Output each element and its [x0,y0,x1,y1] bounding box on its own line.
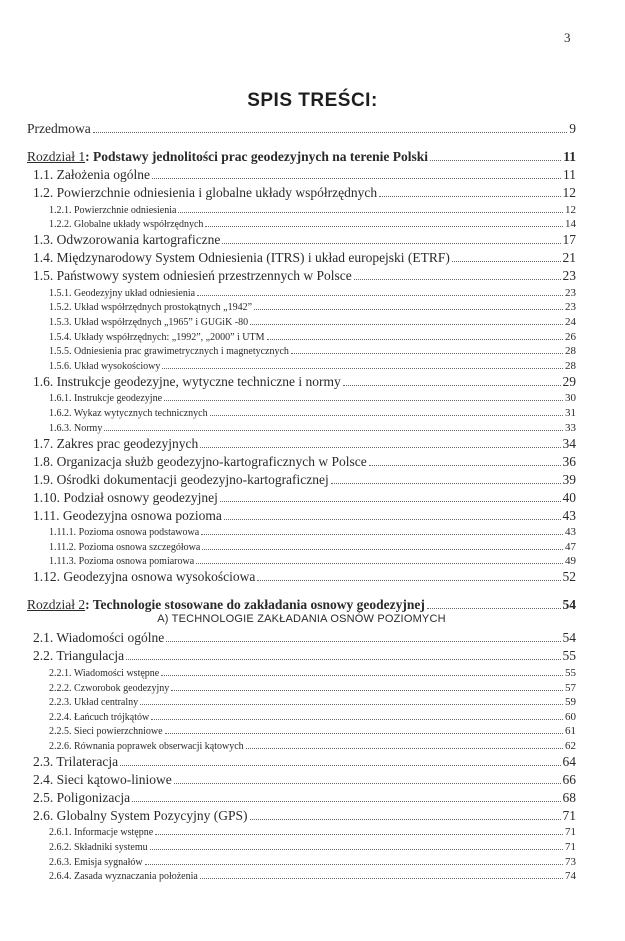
toc-entry [27,694,576,709]
toc-entry [27,824,576,839]
toc-page-number: 68 [562,789,576,805]
toc-entry [27,390,576,405]
toc-entry [27,737,576,752]
dot-leader [165,733,563,734]
toc-entry-label: 2.2.2. Czworobok geodezyjny [49,682,170,694]
toc-entry-label: 2.6. Globalny System Pozycyjny (GPS) [33,807,248,823]
toc-entry [27,183,576,201]
toc-entry-label: 2.2.3. Układ centralny [49,697,139,709]
toc-entry [27,853,576,868]
toc-page-number: 33 [565,421,576,434]
toc-entry [27,357,576,372]
page-number: 3 [564,30,571,45]
toc-page-number: 31 [565,406,576,419]
toc-entry [27,419,576,434]
toc-entry [27,343,576,358]
dot-leader [162,368,563,369]
toc-entry-label: 2.6.1. Informacje wstępne [49,827,154,839]
dot-leader [93,132,568,133]
toc-page-number: 60 [565,710,576,723]
chapter-prefix: Rozdział 1 [27,149,86,164]
toc-entry [27,646,576,664]
toc-page-number: 57 [565,681,576,694]
toc-page-number: 14 [565,218,576,231]
dot-leader [291,353,563,354]
toc-entry [27,506,576,524]
dot-leader [151,719,563,720]
dot-leader [132,801,560,802]
toc-entry-label: 1.5.5. Odniesienia prac grawimetrycznych i magnetycznych [49,346,289,358]
toc-entry-label: 1.8. Organizacja służb geodezyjno-kartograficznych w Polsce [33,453,367,469]
toc-entry-label: 1.5.4. Układy współrzędnych: „1992”, „2000” i UTM [49,331,265,343]
toc-page-number: 61 [565,725,576,738]
dot-leader [254,309,563,310]
toc-entry [27,723,576,738]
toc-page-number: 54 [562,597,576,613]
toc-page-number: 71 [565,826,576,839]
dot-leader [171,690,563,691]
toc-entry [27,165,576,183]
toc-entry [27,538,576,553]
toc-entry [27,553,576,568]
toc-entry-label: 2.4. Sieci kątowo-liniowe [33,771,172,787]
dot-leader [164,400,563,401]
toc-entry [27,679,576,694]
toc-page-number: 39 [562,471,576,487]
dot-leader [369,465,561,466]
dot-leader [166,641,560,642]
toc-entry-label: 1.10. Podział osnowy geodezyjnej [33,489,218,505]
dot-leader [196,563,563,564]
toc-entry [27,838,576,853]
toc-entry [27,372,576,390]
toc-page-number: 62 [565,739,576,752]
toc-page-number: 26 [565,330,576,343]
toc-entry-label: 1.12. Geodezyjna osnowa wysokościowa [33,569,256,585]
toc-entry-label: 1.5.6. Układ wysokościowy [49,360,161,372]
toc-entry [27,770,576,788]
toc-entry [27,868,576,883]
toc-page-number: 29 [562,373,576,389]
dot-leader [452,261,561,262]
chapter-prefix: Rozdział 2 [27,597,86,613]
toc-entry [27,313,576,328]
section-heading: A) TECHNOLOGIE ZAKŁADANIA OSNÓW POZIOMYCH [157,613,446,626]
toc-entry [27,230,576,248]
toc-page-number: 11 [563,149,576,164]
toc-page-number: 40 [562,489,576,505]
toc-entry [27,806,576,824]
toc-entry-label: 1.6. Instrukcje geodezyjne, wytyczne techniczne i normy [33,373,341,389]
toc-page-number: 73 [565,855,576,868]
page-title: SPIS TREŚCI: [247,90,378,111]
toc-page-number: 12 [562,185,576,200]
toc-page-number: 47 [565,540,576,553]
toc-chapter-1 [27,147,576,165]
toc-page-number: 11 [563,167,576,182]
toc-page-number: 74 [565,870,576,883]
toc-page-number: 71 [565,841,576,854]
toc-entry [27,404,576,419]
toc-page-number: 71 [562,807,576,823]
toc-entry-label: 2.2.4. Łańcuch trójkątów [49,711,150,723]
dot-leader [126,659,560,660]
dot-leader [250,324,563,325]
chapter-2-entries [27,628,576,882]
dot-leader [430,160,561,161]
dot-leader [267,339,563,340]
toc-entry-label: 2.6.2. Składniki systemu [49,842,148,854]
toc-entry-label: 2.1. Wiadomości ogólne [33,630,165,646]
dot-leader [120,765,560,766]
toc-entry-label: 1.5. Państwowy system odniesień przestrzennych w Polsce [33,268,352,284]
dot-leader [220,501,561,502]
toc-page-number: 64 [562,753,576,769]
dot-leader [202,549,563,550]
toc-entry-label: 2.2.1. Wiadomości wstępne [49,667,160,679]
toc-entry-label: 1.2. Powierzchnie odniesienia i globalne układy współrzędnych [33,185,378,200]
toc-entry [27,452,576,470]
toc-page-number: 55 [565,666,576,679]
toc-page-number: 55 [562,648,576,664]
dot-leader [224,519,561,520]
toc-page-number: 17 [562,232,576,248]
toc-entry [27,488,576,506]
toc-page-number: 9 [569,121,576,136]
toc-entry-label: 2.5. Poligonizacja [33,789,131,805]
dot-leader [246,748,563,749]
toc-page-number: 30 [565,392,576,405]
toc-entry-label: 1.11. Geodezyjna osnowa pozioma [33,507,222,523]
toc-entry-label: 1.11.3. Pozioma osnowa pomiarowa [49,556,195,568]
toc-entry-label: 2.2. Triangulacja [33,648,125,664]
toc-entry-label: 2.6.4. Zasada wyznaczania położenia [49,871,198,883]
toc-entry [27,248,576,266]
toc-entry [27,628,576,646]
dot-leader [174,783,561,784]
dot-leader [197,295,563,296]
dot-leader [331,483,561,484]
toc-chapter-2 [27,595,576,613]
toc-entry-label: Przedmowa [27,121,91,136]
toc-entry-label: 1.1. Założenia ogólne [33,167,150,182]
toc-entry-label: 1.5.2. Układ współrzędnych prostokątnych „1942” [49,302,253,314]
dot-leader [178,212,563,213]
toc-entry [27,470,576,488]
toc-entry-label: 1.11.2. Pozioma osnowa szczegółowa [49,541,201,553]
toc-page-number: 66 [562,771,576,787]
table-of-contents [27,117,576,882]
dot-leader [145,864,563,865]
dot-leader [257,580,560,581]
toc-entry-label: 1.5.3. Układ współrzędnych „1965” i GUGiK -80 [49,316,249,328]
toc-page-number: 23 [562,268,576,284]
toc-page-number: 23 [565,301,576,314]
dot-leader [343,385,561,386]
toc-entry [27,752,576,770]
toc-page-number: 34 [562,435,576,451]
toc-entry [27,201,576,216]
toc-entry-label: 1.2.1. Powierzchnie odniesienia [49,204,177,216]
toc-entry [27,524,576,539]
toc-page-number: 28 [565,359,576,372]
dot-leader [104,430,563,431]
dot-leader [222,243,560,244]
chapter-1-entries [27,165,576,585]
toc-page-number: 36 [562,453,576,469]
dot-leader [200,447,560,448]
toc-entry-label: 1.4. Międzynarodowy System Odniesienia (ITRS) i układ europejski (ETRF) [33,250,450,266]
toc-entry-label: 2.6.3. Emisja sygnałów [49,856,143,868]
toc-entry [27,299,576,314]
toc-entry-label: 1.11.1. Pozioma osnowa podstawowa [49,527,200,539]
toc-entry-label: 1.6.2. Wykaz wytycznych technicznych [49,407,208,419]
dot-leader [210,415,563,416]
toc-page-number: 28 [565,345,576,358]
dot-leader [201,534,563,535]
toc-entry [27,664,576,679]
toc-entry [27,708,576,723]
toc-entry-label: 1.6.1. Instrukcje geodezyjne [49,393,163,405]
toc-entry [27,434,576,452]
toc-page-number: 49 [565,555,576,568]
dot-leader [152,178,561,179]
toc-entry-label: 1.5.1. Geodezyjny układ odniesienia [49,287,196,299]
toc-page-number: 24 [565,315,576,328]
dot-leader [427,608,561,609]
toc-entry-label: 1.7. Zakres prac geodezyjnych [33,435,199,451]
toc-entry-label: 2.3. Trilateracja [33,753,119,769]
dot-leader [150,849,563,850]
toc-entry-label: 1.6.3. Normy [49,422,103,434]
toc-entry-label: 1.2.2. Globalne układy współrzędnych [49,219,204,231]
toc-page-number: 59 [565,696,576,709]
chapter-title: : Technologie stosowane do zakładania osnowy geodezyjnej [85,597,425,613]
toc-page-number: 43 [565,526,576,539]
toc-page-number: 23 [565,286,576,299]
toc-entry [27,216,576,231]
dot-leader [155,834,563,835]
dot-leader [140,704,563,705]
dot-leader [250,819,561,820]
toc-page-number: 12 [565,203,576,216]
toc-entry-label: 1.3. Odwzorowania kartograficzne [33,232,221,248]
dot-leader [354,279,561,280]
toc-entry-label: 1.9. Ośrodki dokumentacji geodezyjno-kartograficznej [33,471,329,487]
toc-page-number: 21 [562,250,576,266]
toc-entry-label: 2.2.5. Sieci powierzchniowe [49,726,163,738]
dot-leader [379,196,560,197]
dot-leader [205,226,563,227]
toc-page-number: 43 [562,507,576,523]
toc-page-number: 54 [562,630,576,646]
toc-entry-label: 2.2.6. Równania poprawek obserwacji kątowych [49,740,244,752]
toc-entry [27,284,576,299]
toc-entry [27,788,576,806]
chapter-title: : Podstawy jednolitości prac geodezyjnych na terenie Polski [85,149,428,164]
toc-entry [27,567,576,585]
toc-entry [27,266,576,284]
dot-leader [200,878,563,879]
toc-entry [27,328,576,343]
toc-page-number: 52 [562,569,576,585]
toc-entry-preface [27,119,576,137]
dot-leader [161,675,563,676]
